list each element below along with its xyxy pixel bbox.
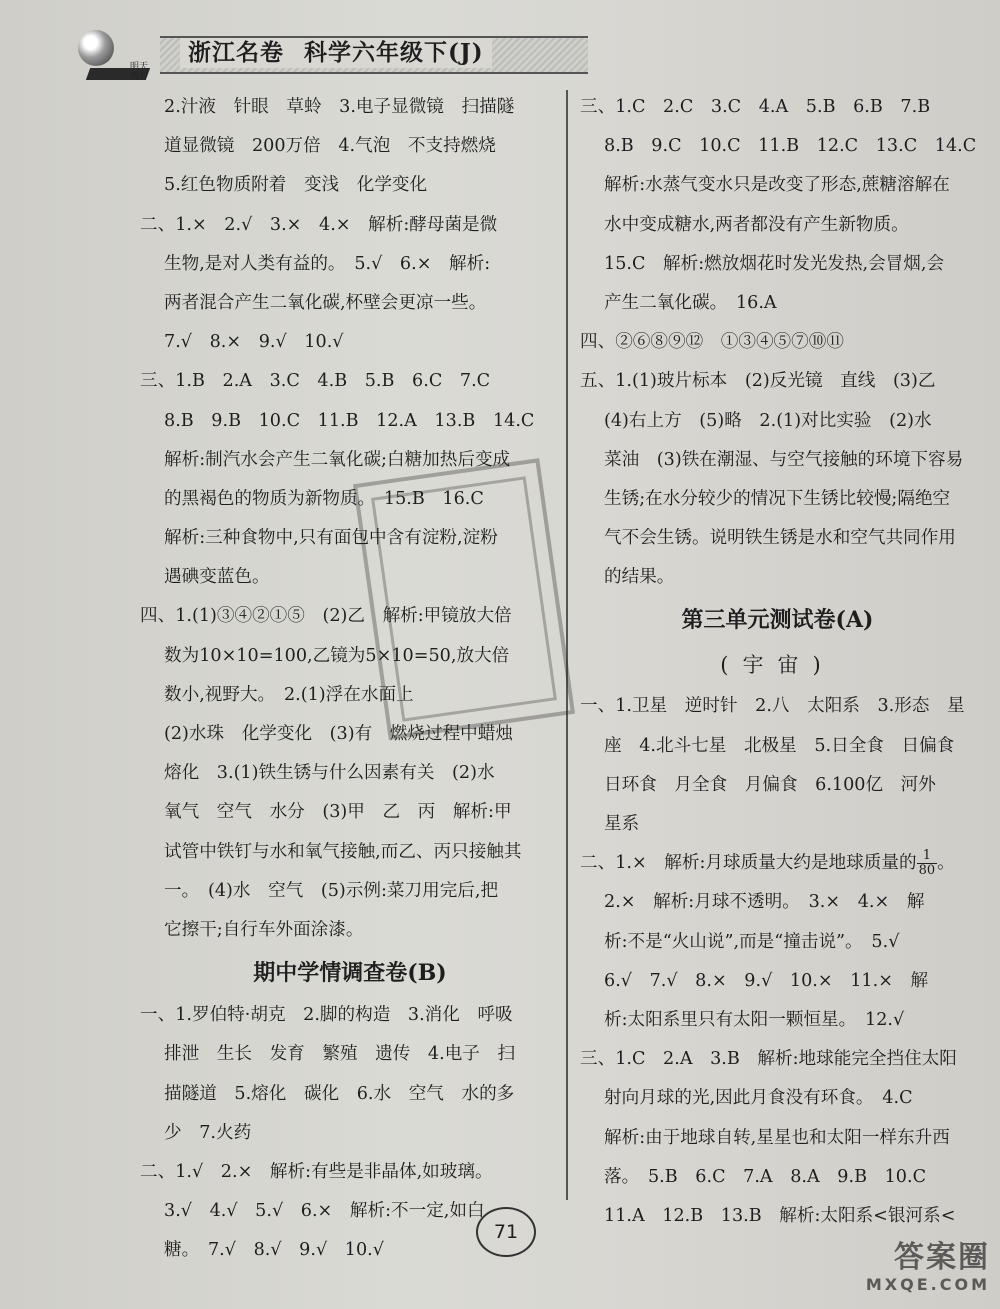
answer-line: 少 7.火药 — [164, 1122, 252, 1143]
publisher-logo — [78, 28, 158, 88]
stamp-inner-border — [371, 476, 557, 722]
answer-line: 生物,是对人类有益的。 5.√ 6.× 解析: — [164, 253, 491, 274]
answer-line: 6.√ 7.√ 8.× 9.√ 10.× 11.× 解 — [604, 970, 929, 991]
section-title-midterm: 期中学情调查卷(B) — [253, 960, 447, 987]
answer-line: 7.√ 8.× 9.√ 10.√ — [164, 332, 344, 353]
answer-line: 5.红色物质附着 变浅 化学变化 — [164, 175, 428, 196]
right-answers-part2 — [580, 687, 975, 844]
fraction — [917, 849, 938, 878]
answer-line: 数为10×10=100,乙镜为5×10=50,放大倍 — [164, 645, 510, 666]
answer-line: (4)右上方 (5)略 2.(1)对比实验 (2)水 — [604, 410, 932, 431]
fraction-prefix: 二、1.× 解析:月球质量大约是地球质量的 — [580, 853, 917, 874]
answer-line: 射向月球的光,因此月食没有环食。 4.C — [604, 1088, 913, 1109]
answer-line: 15.C 解析:燃放烟花时发光发热,会冒烟,会 — [604, 253, 945, 274]
watermark-logo-text: 答案圈 — [894, 1240, 990, 1275]
answer-line: 糖。 7.√ 8.√ 9.√ 10.√ — [164, 1240, 384, 1261]
answer-line: 3.√ 4.√ 5.√ 6.× 解析:不一定,如白 — [164, 1201, 485, 1222]
answer-line: 道显微镜 200万倍 4.气泡 不支持燃烧 — [164, 136, 496, 157]
answer-line: 的黑褐色的物质为新物质。 15.B 16.C — [164, 488, 484, 509]
answer-line: 水中变成糖水,两者都没有产生新物质。 — [604, 214, 909, 235]
subsection-title-universe: (宇宙) — [720, 653, 835, 678]
answer-line: 试管中铁钉与水和氧气接触,而乙、丙只接触其 — [164, 841, 522, 862]
answer-line: 两者混合产生二氧化碳,杯壁会更凉一些。 — [164, 292, 487, 313]
answer-line: 三、1.C 2.A 3.B 解析:地球能完全挡住太阳 — [580, 1049, 957, 1070]
answer-line: 析:不是“火山说”,而是“撞击说”。 5.√ — [604, 931, 900, 952]
answer-line: 一。 (4)水 空气 (5)示例:菜刀用完后,把 — [164, 880, 499, 901]
answer-line: 四、②⑥⑧⑨⑫ ①③④⑤⑦⑩⑪ — [580, 332, 844, 353]
answer-line: 一、1.卫星 逆时针 2.八 太阳系 3.形态 星 — [580, 696, 965, 717]
answer-line: 解析:三种食物中,只有面包中含有淀粉,淀粉 — [164, 528, 498, 549]
answer-line: 产生二氧化碳。 16.A — [604, 292, 777, 313]
answer-line: 星系 — [604, 814, 640, 834]
answer-line: 熔化 3.(1)铁生锈与什么因素有关 (2)水 — [164, 763, 495, 784]
answer-line: 2.× 解析:月球不透明。 3.× 4.× 解 — [604, 892, 925, 913]
answer-line: (2)水珠 化学变化 (3)有 燃烧过程中蜡烛 — [164, 724, 513, 744]
answer-line: 8.B 9.C 10.C 11.B 12.C 13.C 14.C — [604, 136, 977, 157]
fraction-denominator: 80 — [918, 862, 936, 878]
answer-line: 座 4.北斗七星 北极星 5.日全食 日偏食 — [604, 735, 955, 756]
fraction-numerator: 1 — [917, 849, 938, 864]
answer-line: 解析:由于地球自转,星星也和太阳一样东升西 — [604, 1127, 950, 1148]
book-title — [180, 38, 492, 68]
right-answers-part1 — [580, 88, 975, 597]
answer-line: 日环食 月全食 月偏食 6.100亿 河外 — [604, 774, 936, 795]
answer-line: 遇碘变蓝色。 — [164, 567, 270, 588]
logo-ball-icon — [78, 30, 114, 66]
answer-line: 解析:水蒸气变水只是改变了形态,蔗糖溶解在 — [604, 175, 950, 196]
answer-line: 氧气 空气 水分 (3)甲 乙 丙 解析:甲 — [164, 802, 512, 823]
answer-line: 排泄 生长 发育 繁殖 遗传 4.电子 扫 — [164, 1044, 516, 1065]
answer-line: 11.A 12.B 13.B 解析:太阳系<银河系< — [604, 1205, 956, 1226]
right-column — [580, 88, 975, 1236]
answer-line: 析:太阳系里只有太阳一颗恒星。 12.√ — [604, 1009, 905, 1030]
column-divider — [566, 90, 568, 1200]
answer-line: 它擦干;自行车外面涂漆。 — [164, 919, 364, 940]
logo-text: 明天教育 — [130, 62, 149, 82]
stamp-seal — [353, 458, 575, 740]
fraction-suffix: 。 — [937, 853, 955, 874]
site-watermark — [840, 1241, 990, 1299]
answer-line: 二、1.√ 2.× 解析:有些是非晶体,如玻璃。 — [140, 1161, 493, 1182]
answer-line: 8.B 9.B 10.C 11.B 12.A 13.B 14.C — [164, 410, 535, 431]
subject-name: 科学六年级下(J) — [304, 39, 484, 66]
answer-line: 五、1.(1)玻片标本 (2)反光镜 直线 (3)乙 — [580, 371, 936, 392]
answer-line: 落。 5.B 6.C 7.A 8.A 9.B 10.C — [604, 1166, 927, 1187]
right-answers-part3 — [580, 883, 975, 1236]
answer-line: 气不会生锈。说明铁生锈是水和空气共同作用 — [604, 528, 956, 549]
series-name: 浙江名卷 — [188, 39, 284, 66]
fraction-answer-line — [580, 844, 975, 883]
answer-line: 解析:制汽水会产生二氧化碳;白糖加热后变成 — [164, 449, 511, 470]
answer-line: 描隧道 5.熔化 碳化 6.水 空气 水的多 — [164, 1083, 515, 1104]
answer-line: 二、1.× 2.√ 3.× 4.× 解析:酵母菌是微 — [140, 214, 498, 235]
answer-line: 2.汁液 针眼 草蛉 3.电子显微镜 扫描隧 — [164, 97, 515, 117]
answer-line: 一、1.罗伯特·胡克 2.脚的构造 3.消化 呼吸 — [140, 1005, 513, 1026]
answer-line: 的结果。 — [604, 567, 675, 588]
answer-line: 三、1.B 2.A 3.C 4.B 5.B 6.C 7.C — [140, 371, 491, 392]
answer-line: 数小,视野大。 2.(1)浮在水面上 — [164, 684, 414, 705]
answer-line: 菜油 (3)铁在潮湿、与空气接触的环境下容易 — [604, 449, 964, 470]
answer-line: 生锈;在水分较少的情况下生锈比较慢;隔绝空 — [604, 488, 951, 509]
header — [70, 22, 590, 90]
page-number: 71 — [476, 1207, 536, 1257]
watermark-url: MXQE.COM — [865, 1275, 990, 1294]
answer-line: 三、1.C 2.C 3.C 4.A 5.B 6.B 7.B — [580, 97, 931, 117]
answer-line: 四、1.(1)③④②①⑤ (2)乙 解析:甲镜放大倍 — [140, 606, 512, 627]
section-title-unit3: 第三单元测试卷(A) — [681, 607, 874, 634]
